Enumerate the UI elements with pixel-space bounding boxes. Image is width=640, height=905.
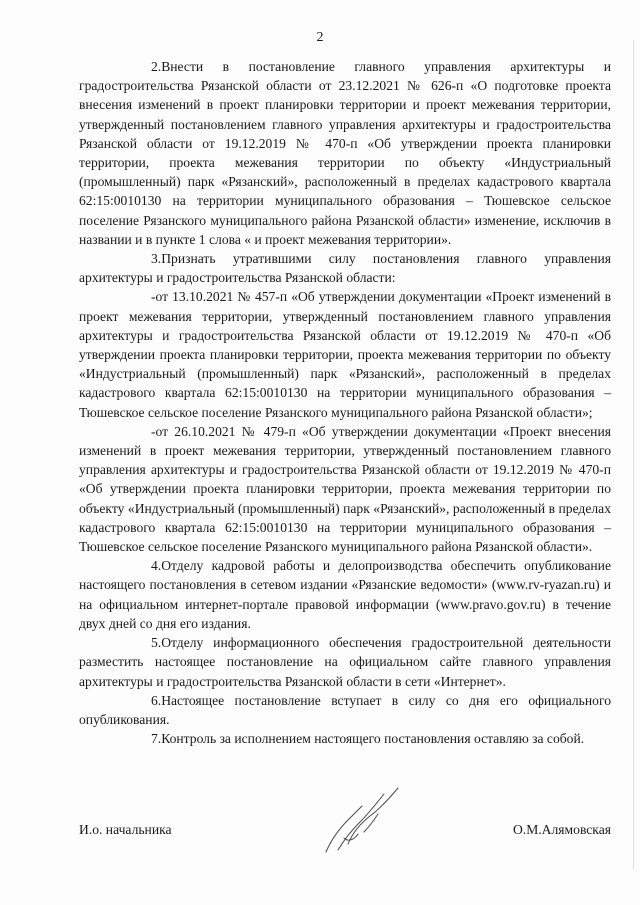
dash-item-2 (79, 422, 611, 556)
paragraph-number: 6. (151, 692, 162, 708)
paragraph-4 (79, 556, 611, 633)
paragraph-text: Признать утратившими силу постановления главного управления архитектуры и градостроительства Рязанской области: (79, 251, 611, 286)
paragraph-text: Настоящее постановление вступает в силу со дня его официального опубликования. (79, 692, 611, 727)
paragraph-5 (79, 633, 611, 691)
paragraph-2 (79, 57, 611, 249)
dash-item-1 (79, 287, 611, 421)
signatory-name: О.М.Алямовская (512, 822, 611, 837)
paragraph-7 (79, 729, 611, 748)
signatory-position: И.о. начальника (79, 822, 172, 837)
paragraph-text: Отделу кадровой работы и делопроизводства обеспечить опубликование настоящего постановления в сетевом издании «Рязанские ведомости» (www.rv-ryazan.ru) и на официальном интернет-портале правовой информации (www.pravo.gov.ru) в течение двух дней со дня его издания. (79, 558, 611, 631)
dash-marker: - (151, 289, 156, 305)
paragraph-text: Внести в постановление главного управления архитектуры и градостроительства Рязанской области от 23.12.2021 № 626-п «О подготовке проекта внесения изменений в проект планировки территории и проект межевания территории, утвержденный постановлением главного управления архитектуры и градостроительства Рязанской области от 19.12.2019 № 470-п «Об утверждении проекта планировки территории, проекта межевания территории по объекту «Индустриальный (промышленный) парк «Рязанский», расположенный в пределах кадастрового квартала 62:15:0010130 на территории муниципального образования – Тюшевское сельское поселение Рязанского муниципального района Рязанской области» изменение, исключив в названии и в пункте 1 слова « и проект межевания территории». (79, 59, 611, 247)
scan-edge-line (633, 40, 634, 870)
dash-item-text: от 26.10.2021 № 479-п «Об утверждении документации «Проект внесения изменений в проект межевания территории, утвержденный постановлением главного управления архитектуры и градостроительства Рязанской области от 19.12.2019 № 470-п «Об утверждении проекта планировки территории, проекта межевания территории по объекту «Индустриальный (промышленный) парк «Рязанский», расположенный в пределах кадастрового квартала 62:15:0010130 на территории муниципального образования – Тюшевское сельское поселение Рязанского муниципального района Рязанской области». (79, 423, 611, 555)
document-body (79, 57, 611, 748)
paragraph-text: Отделу информационного обеспечения градостроительной деятельности разместить настоящее постановление на официальном сайте главного управления архитектуры и градостроительства Рязанской области в сети «Интернет». (79, 635, 611, 689)
paragraph-number: 4. (151, 558, 162, 574)
paragraph-number: 2. (151, 59, 162, 74)
paragraph-text: Контроль за исполнением настоящего постановления оставляю за собой. (161, 731, 585, 747)
page-number: 2 (316, 30, 324, 45)
dash-marker: - (151, 423, 156, 439)
paragraph-6 (79, 691, 611, 729)
paragraph-number: 3. (151, 251, 162, 267)
dash-item-text: от 13.10.2021 № 457-п «Об утверждении документации «Проект изменений в проект межевания территории, утвержденный постановлением главного управления архитектуры и градостроительства Рязанской области от 19.12.2019 № 470-п «Об утверждении проекта планировки территории, проекта межевания территории по объекту «Индустриальный (промышленный) парк «Рязанский», расположенный в пределах кадастрового квартала 62:15:0010130 на территории муниципального образования – Тюшевское сельское поселение Рязанского муниципального района Рязанской области»; (79, 289, 611, 420)
paragraph-number: 5. (151, 635, 162, 651)
handwritten-signature (318, 780, 408, 860)
paragraph-3 (79, 249, 611, 287)
signature-block (79, 822, 611, 842)
paragraph-number: 7. (151, 731, 162, 747)
